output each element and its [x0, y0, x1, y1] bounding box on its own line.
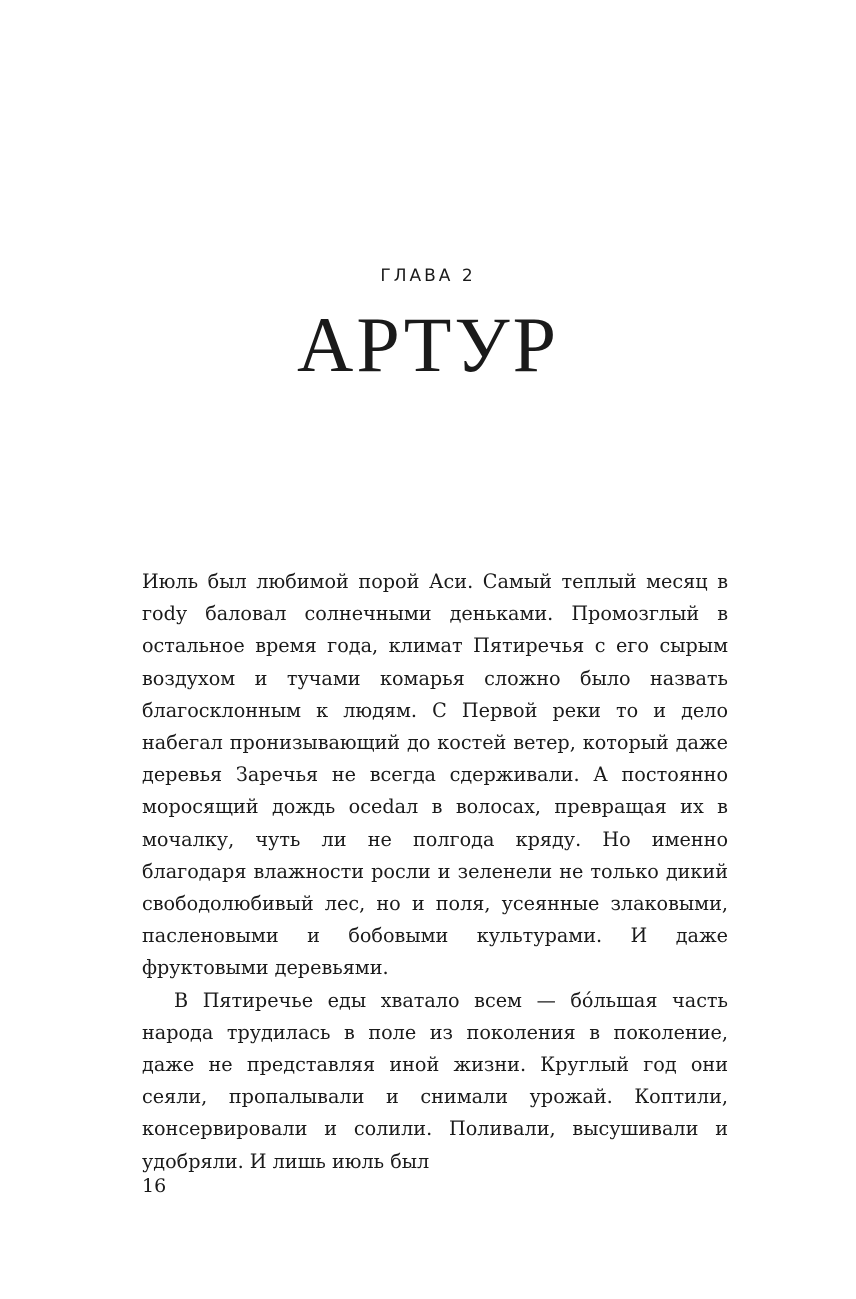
- body-text: [142, 566, 728, 1178]
- page-number: 16: [142, 1175, 167, 1197]
- paragraph-2: В Пятиречье еды хватало всем — бóльшая часть народа трудилась в поле из поколения в поколение, даже не представляя иной жизни. Круглый год они сеяли, пропалывали и снимали урожай. Коптили, консервировали и солили. Поливали, высушивали и удобряли. И лишь июль был: [142, 988, 728, 1173]
- chapter-title: АРТУР: [297, 301, 559, 388]
- chapter-label: ГЛАВА 2: [380, 266, 476, 286]
- paragraph-1: Июль был любимой порой Аси. Самый теплый месяц в гоdу баловал солнечными деньками. Промозглый в остальное время года, климат Пятиречья с его сырым воздухом и тучами комарья сложно было назвать благосклонным к людям. С Первой реки то и дело набегал пронизывающий до костей ветер, который даже деревья Заречья не всегда сдерживали. А постоянно моросящий дождь осеdал в волосах, превращая их в мочалку, чуть ли не полгода кряду. Но именно благодаря влажности росли и зеленели не только дикий свободолюбивый лес, но и поля, усеянные злаковыми, пасленовыми и бобовыми культурами. И даже фруктовыми деревьями.: [142, 570, 728, 980]
